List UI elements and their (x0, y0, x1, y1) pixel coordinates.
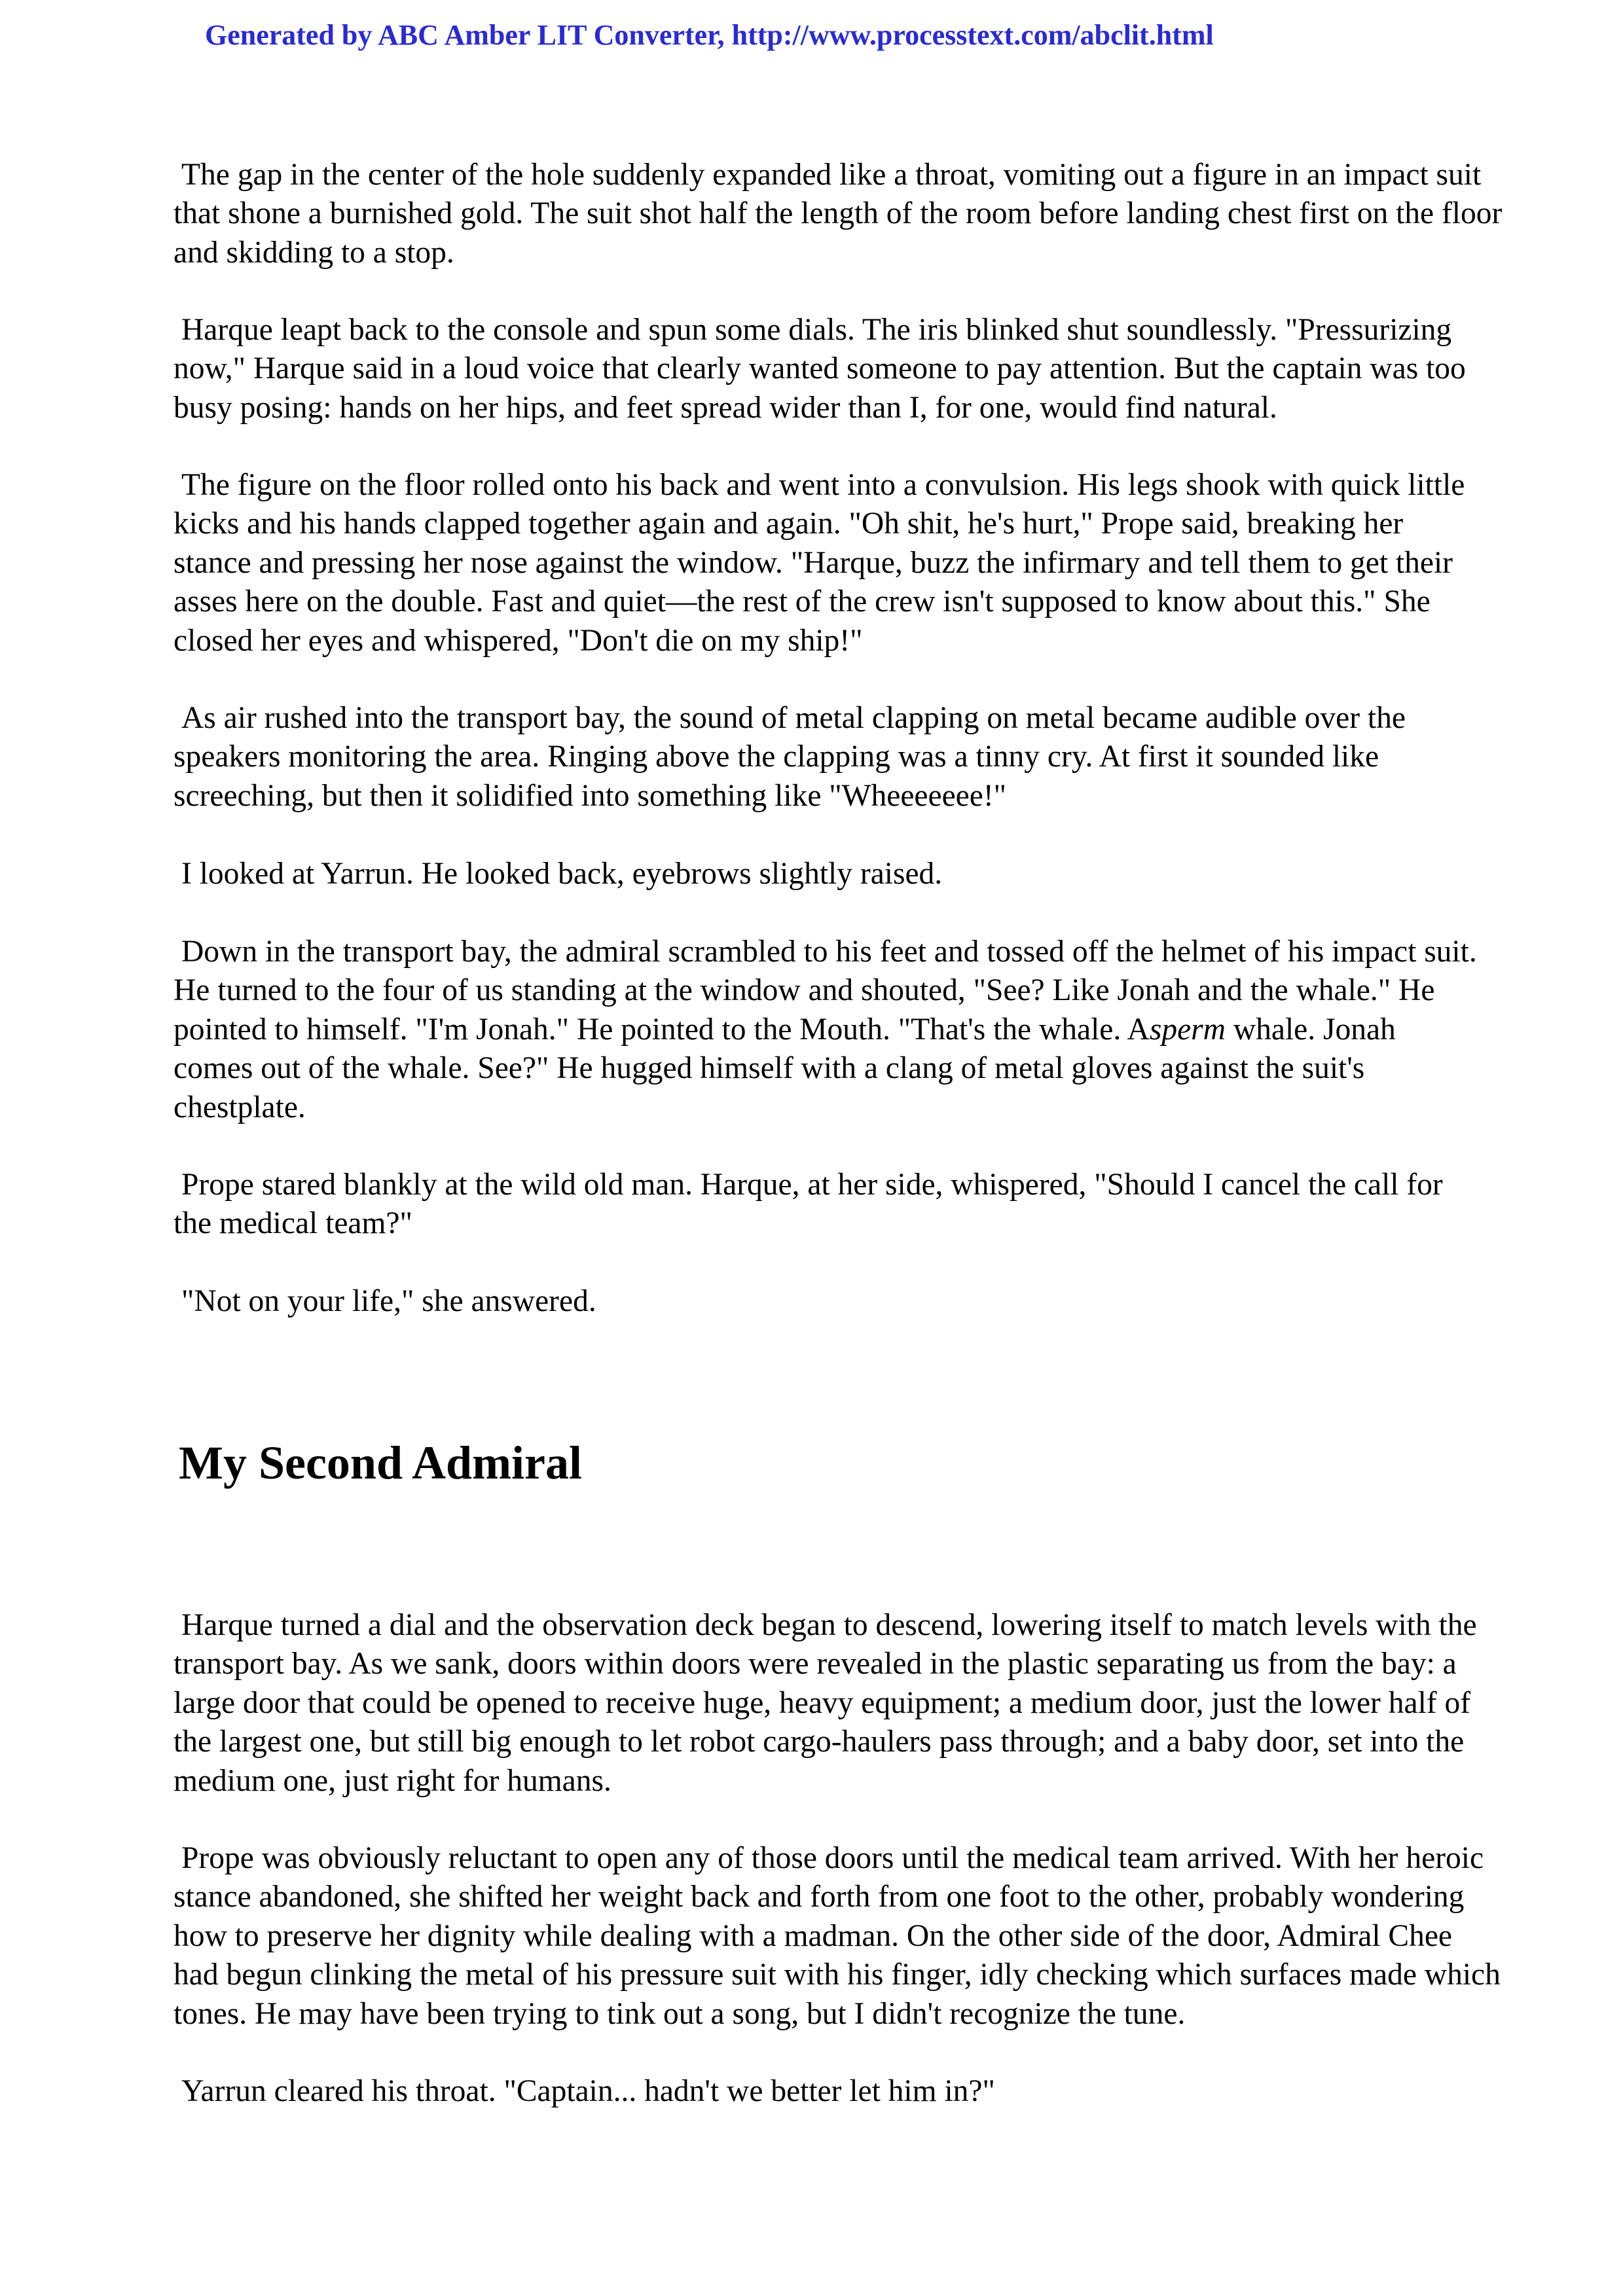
text-line: the largest one, but still big enough to let robot cargo-haulers pass through; and a baby door, set into the (173, 1725, 1465, 1759)
text-line: how to preserve her dignity while dealing with a madman. On the other side of the door, Admiral Chee (173, 1918, 1453, 1953)
paragraph (166, 1606, 1482, 1801)
text-line: I looked at Yarrun. He looked back, eyebrows slightly raised. (181, 857, 943, 891)
text-line: the medical team?" (173, 1206, 412, 1241)
text-line: stance and pressing her nose against the window. "Harque, buzz the infirmary and tell them to get their (173, 545, 1453, 580)
text-line: Down in the transport bay, the admiral scrambled to his feet and tossed off the helmet of his impact suit. (181, 935, 1477, 969)
text-line: medium one, just right for humans. (173, 1763, 611, 1798)
paragraph (166, 2072, 1482, 2111)
paragraph (166, 311, 1482, 427)
text-line: and skidding to a stop. (173, 235, 454, 270)
text-line: As air rushed into the transport bay, the sound of metal clapping on metal became audible over the (181, 701, 1406, 735)
text-line: chestplate. (173, 1090, 306, 1124)
text-segment: pointed to himself. "I'm Jonah." He pointed to the Mouth. "That's the whale. A (173, 1012, 1150, 1047)
text-line: now," Harque said in a loud voice that clearly wanted someone to pay attention. But the captain was too (173, 351, 1466, 386)
text-line: busy posing: hands on her hips, and feet spread wider than I, for one, would find natural. (173, 390, 1277, 425)
text-line: "Not on your life," she answered. (181, 1284, 596, 1318)
text-line: Harque leapt back to the console and spun some dials. The iris blinked shut soundlessly. "Pressurizing (181, 313, 1452, 347)
text-segment: whale. Jonah (1225, 1012, 1396, 1047)
italic-word: sperm (1149, 1012, 1226, 1047)
text-line: Prope stared blankly at the wild old man. Harque, at her side, whispered, "Should I cancel the call for (181, 1168, 1443, 1202)
text-line: The gap in the center of the hole suddenly expanded like a throat, vomiting out a figure in an impact suit (181, 158, 1482, 192)
paragraph (166, 933, 1482, 1127)
text-line: that shone a burnished gold. The suit shot half the length of the room before landing chest first on the floor (173, 196, 1503, 231)
text-line: Yarrun cleared his throat. "Captain... hadn't we better let him in?" (181, 2074, 995, 2108)
text-line: He turned to the four of us standing at the window and shouted, "See? Like Jonah and the whale." He (173, 973, 1435, 1008)
paragraph (166, 1282, 1482, 1321)
text-line: kicks and his hands clapped together again and again. "Oh shit, he's hurt," Prope said, breaking her (173, 507, 1404, 541)
text-line: speakers monitoring the area. Ringing above the clapping was a tinny cry. At first it sounded like (173, 740, 1379, 774)
text-line: screeching, but then it solidified into something like "Wheeeeeee!" (173, 778, 1007, 813)
paragraph (166, 855, 1482, 893)
paragraph (166, 1166, 1482, 1244)
text-line: transport bay. As we sank, doors within doors were revealed in the plastic separating us from the bay: a (173, 1647, 1457, 1681)
text-line: had begun clinking the metal of his pressure suit with his finger, idly checking which surfaces made which (173, 1958, 1501, 1992)
chapter-title: My Second Admiral (179, 1437, 583, 1489)
paragraph (166, 466, 1482, 660)
text-line: stance abandoned, she shifted her weight back and forth from one foot to the other, probably wondering (173, 1880, 1465, 1914)
paragraph (166, 156, 1503, 272)
text-line: closed her eyes and whispered, "Don't die on my ship!" (173, 623, 863, 658)
text-line: asses here on the double. Fast and quiet—the rest of the crew isn't supposed to know about this." She (173, 584, 1431, 619)
paragraph (166, 1839, 1501, 2034)
text-line: large door that could be opened to receive huge, heavy equipment; a medium door, just the lower half of (173, 1685, 1471, 1720)
text-line: Prope was obviously reluctant to open any of those doors until the medical team arrived. With her heroic (181, 1841, 1484, 1875)
text-line: The figure on the floor rolled onto his back and went into a convulsion. His legs shook with quick little (181, 468, 1465, 502)
text-line: Harque turned a dial and the observation deck began to descend, lowering itself to match levels with the (181, 1608, 1477, 1642)
text-line: comes out of the whale. See?" He hugged himself with a clang of metal gloves against the suit's (173, 1051, 1365, 1086)
text-line (166, 1011, 1482, 1049)
paragraph (166, 699, 1482, 816)
text-line: tones. He may have been trying to tink out a song, but I didn't recognize the tune. (173, 1996, 1186, 2031)
converter-header: Generated by ABC Amber LIT Converter, http://www.processtext.com/abclit.html (205, 19, 1214, 51)
